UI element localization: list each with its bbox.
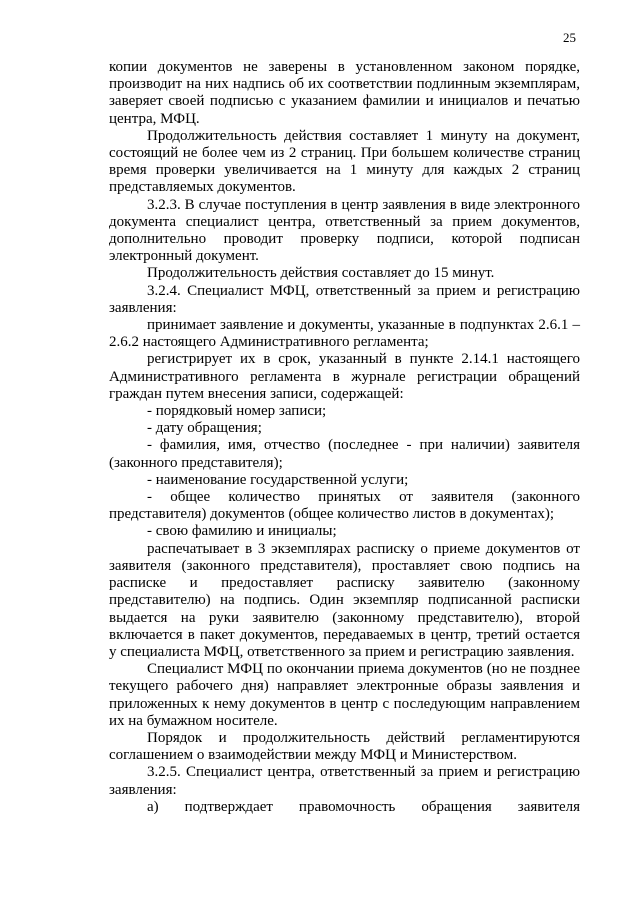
list-item-3: - фамилия, имя, отчество (последнее - при наличии) заявителя (законного представителя);	[109, 437, 580, 471]
list-item-1: - порядковый номер записи;	[147, 403, 327, 420]
paragraph-8: распечатывает в 3 экземплярах расписку о приеме документов от заявителя (законного представителя), проставляет свою подпись на расписке и предоставляет расписку заявителю (законному представителю) на подпись. Один экземпляр подписанной расписки выдается на руки заявителю (законному представителю), второй включается в пакет документов, передаваемых в центр, третий остается у специалиста МФЦ, ответственного за прием и регистрацию заявления.	[109, 540, 580, 660]
paragraph-5: 3.2.4. Специалист МФЦ, ответственный за прием и регистрацию заявления:	[109, 282, 580, 316]
document-body	[109, 59, 580, 816]
paragraph-10: Порядок и продолжительность действий регламентируются соглашением о взаимодействии между МФЦ и Министерством.	[109, 729, 580, 764]
paragraph-1: копии документов не заверены в установленном законом порядке, производит на них надпись об их соответствии подлинным экземплярам, заверяет своей подписью с указанием фамилии и инициалов и печатью центра, МФЦ.	[109, 59, 580, 127]
page-number: 25	[563, 30, 576, 45]
paragraph-11: 3.2.5. Специалист центра, ответственный за прием и регистрацию заявления:	[109, 764, 580, 798]
list-item-6: - свою фамилию и инициалы;	[147, 523, 337, 540]
paragraph-3: 3.2.3. В случае поступления в центр заявления в виде электронного документа специалист центра, ответственный за прием документов, дополнительно проводит проверку подписи, которой подписан электронный документ.	[109, 196, 580, 265]
paragraph-2: Продолжительность действия составляет 1 минуту на документ, состоящий не более чем из 2 страниц. При большем количестве страниц время проверки увеличивается на 1 минуту для каждых 2 страниц представляемых документов.	[109, 127, 580, 196]
paragraph-7: регистрирует их в срок, указанный в пункте 2.14.1 настоящего Административного регламента в журнале регистрации обращений граждан путем внесения записи, содержащей:	[109, 351, 580, 402]
paragraph-9: Специалист МФЦ по окончании приема документов (но не позднее текущего рабочего дня) направляет электронные образы заявления и приложенных к нему документов в центр с последующим направлением их на бумажном носителе.	[109, 661, 580, 729]
paragraph-12: а) подтверждает правомочность обращения заявителя	[147, 798, 580, 815]
paragraph-4: Продолжительность действия составляет до 15 минут.	[147, 265, 495, 282]
paragraph-6: принимает заявление и документы, указанные в подпунктах 2.6.1 – 2.6.2 настоящего Административного регламента;	[109, 317, 580, 351]
list-item-2: - дату обращения;	[147, 420, 262, 437]
list-item-4: - наименование государственной услуги;	[147, 471, 409, 488]
list-item-5: - общее количество принятых от заявителя (законного представителя) документов (общее количество листов в документах);	[109, 489, 580, 523]
